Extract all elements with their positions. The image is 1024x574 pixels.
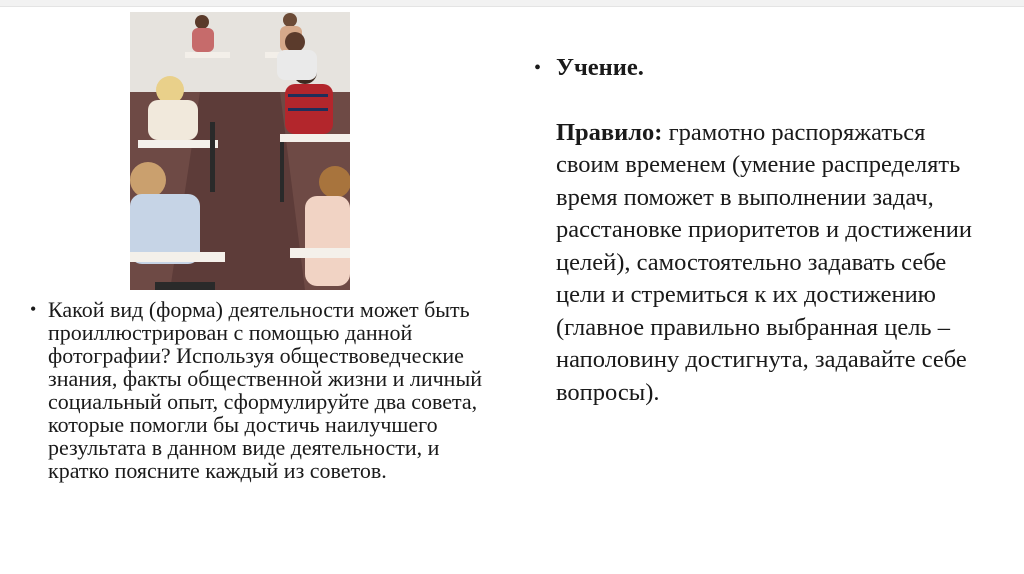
- question-bullet: [30, 298, 490, 482]
- bullet-icon: •: [30, 299, 37, 319]
- rule-paragraph: [534, 117, 994, 410]
- activity-heading: Учение.: [556, 54, 644, 81]
- bullet-icon: •: [534, 57, 542, 79]
- rule-label: Правило:: [556, 118, 663, 146]
- question-text: Какой вид (форма) деятельности может быть проиллюстрирован с помощью данной фотографии? Используя обществоведческие знания, факты общественной жизни и личный социальный опыт, сформулируйте два совета, которые помогли бы достичь наилучшего результата в данном виде деятельности, и кратко поясните каждый из советов.: [48, 297, 483, 483]
- answer-block: [534, 52, 994, 409]
- slide-top-border: [0, 0, 1024, 7]
- rule-text: грамотно распоряжаться своим временем (умение распределять время поможет в выполнении задач, расстановке приоритетов и достижении целей), самостоятельно задавать себе цели и стремиться к их достижению (главное правильно выбранная цель – наполовину достигнута, задавайте себе вопросы).: [556, 118, 973, 406]
- students-exam-photo: [130, 12, 350, 290]
